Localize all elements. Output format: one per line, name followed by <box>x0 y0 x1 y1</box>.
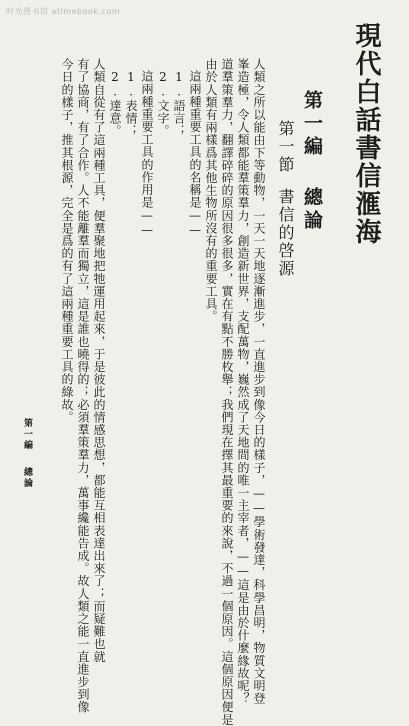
body-column: 這兩種重要工具的作用是—— <box>140 70 154 238</box>
body-column: 今日的樣子，推其根源，完全是爲的有了這兩種重要工具的綠故。 <box>60 58 74 424</box>
part-label: 第一編 <box>301 90 323 159</box>
chapter-label: 第一節 <box>276 120 295 174</box>
chapter-title: 書信的啓源 <box>276 188 295 278</box>
chapter-heading <box>277 120 293 278</box>
body-column: 由於人類有兩樣爲其他生物所沒有的重要工具。 <box>204 58 218 323</box>
footer-label: 第一編 <box>22 418 32 451</box>
body-column: 2.達意。 <box>108 70 122 137</box>
body-column: 道羣策羣力，翻譯碎碎的原因很多很多，實在有點不勝枚舉；我們現在擇其最重要的來說，不過一個原因。這個原因便是 <box>220 58 234 726</box>
part-heading <box>302 90 321 233</box>
body-column: 1.語言； <box>172 70 186 137</box>
part-title: 總論 <box>301 187 323 233</box>
watermark: 时光图书馆 atimebook.com <box>6 7 121 16</box>
body-column: 人類之所以能由下等動物，一天一天地逐漸進步，一直進步到像今日的樣子，——學術發達，科學昌明，物質文明登 <box>252 58 266 705</box>
body-column: 人類自從有了這兩種工具，便羣聚地把牠運用起來，于是彼此的情感思想，都能互相表達出來了；而疑難也就 <box>92 58 106 663</box>
body-column: 峯造極，令人類都能羣策羣力，創造新世界，支配萬物，巍然成了天地間的唯一主宰者，——這是由於什麼緣故呢？ <box>236 58 250 705</box>
body-column: 1.表情； <box>124 70 138 137</box>
footer-title: 總論 <box>22 467 32 489</box>
body-column: 有了協商，有了合作。人不能離羣而獨立，這是誰也曉得的；必須羣策羣力，萬事纔能告成。故人類之能一直進步到像 <box>76 58 90 714</box>
book-title: 現代白話書信滙海 <box>351 22 381 246</box>
body-column: 這兩種重要工具的名稱是—— <box>188 70 202 238</box>
body-column: 2.文字。 <box>156 70 170 137</box>
running-footer <box>22 418 31 489</box>
